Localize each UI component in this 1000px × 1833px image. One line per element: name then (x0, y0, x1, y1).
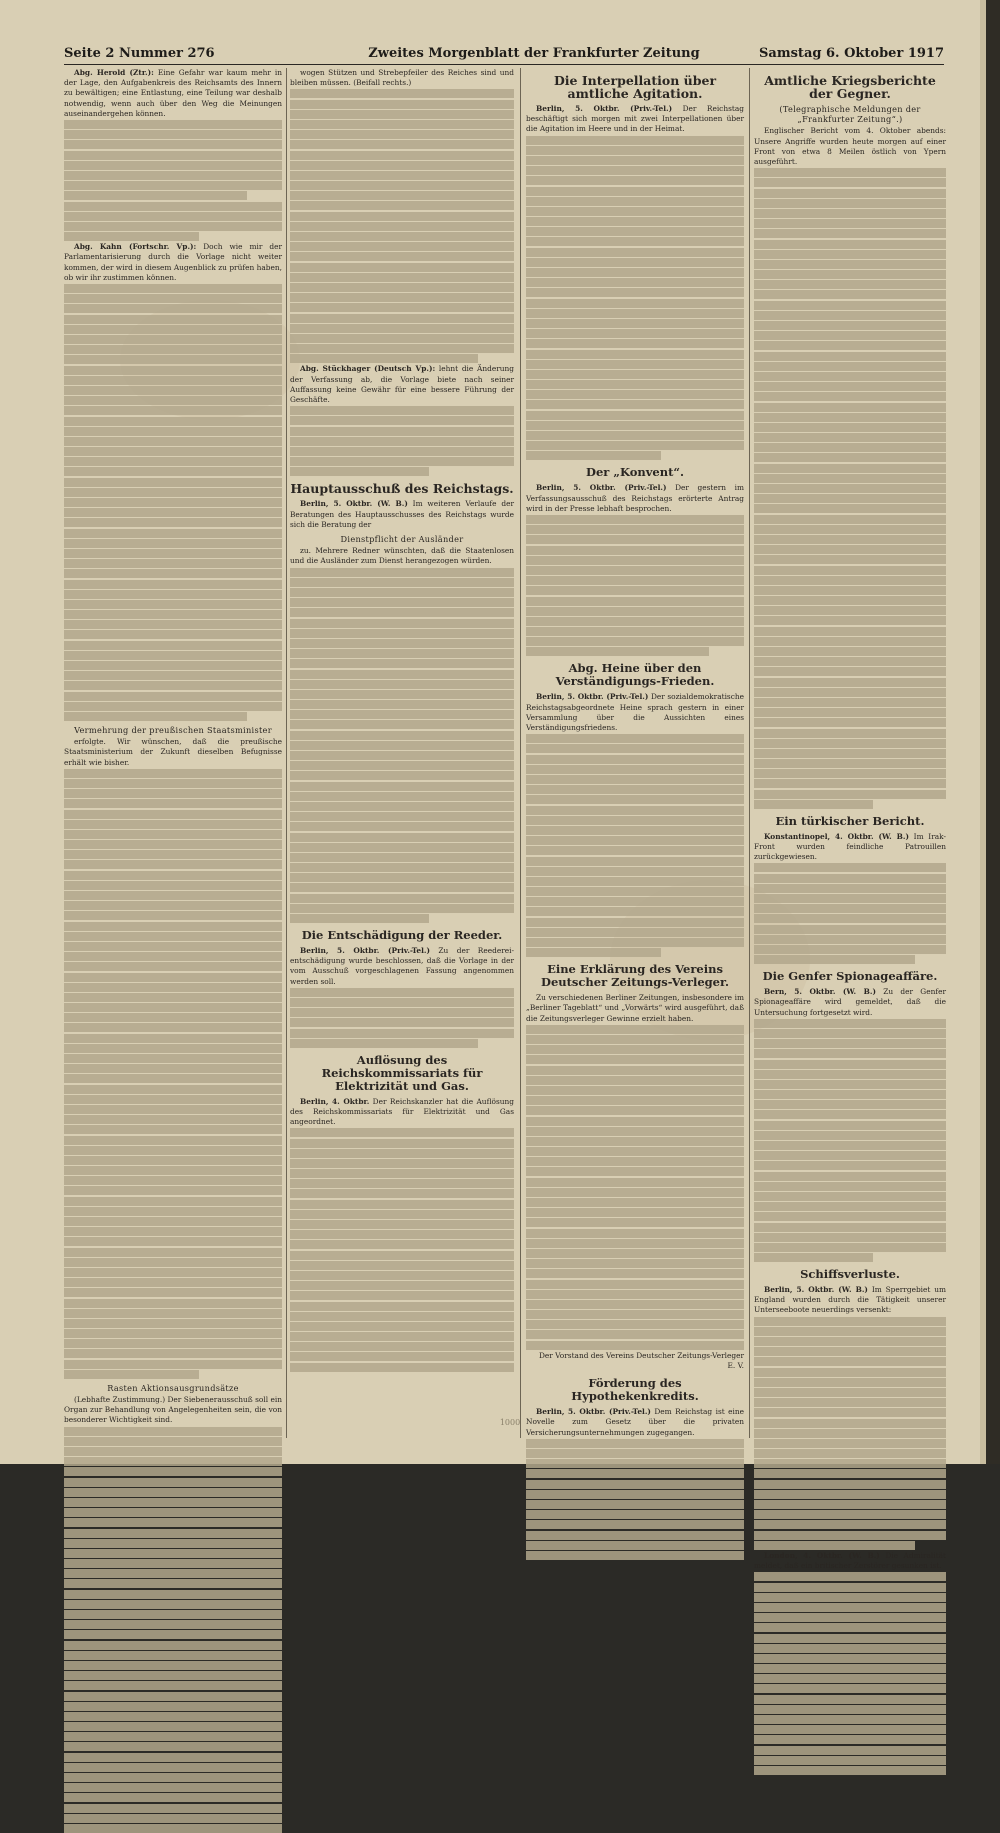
paragraph-text: erfolgte. Wir wünschen, daß die preußische Staatsministerium der Zukunft dieselben Befugnisse erhält wie bisher. (64, 737, 282, 767)
article-paragraph (754, 1285, 946, 1316)
dateline: London, 4. Oktbr. (W. B.) (764, 1550, 880, 1560)
column-2 (290, 68, 514, 1438)
dateline: Berlin, 5. Oktbr. (Priv.-Tel.) (536, 104, 673, 113)
paragraph-text: Der Reichskanzler hat die Auflösung des Reichskommissariats für Elektrizität und Gas angeordnet. (290, 1096, 514, 1127)
article-headline: Hauptausschuß des Reichstags. (290, 481, 514, 497)
article-paragraph (754, 987, 946, 1018)
paragraph-text: Die Admiralität meldet, daß ein britischer Zerstörer gesunken ist. (754, 1550, 947, 1571)
article-paragraph (64, 242, 282, 283)
article-paragraph (290, 946, 514, 987)
article-headline: Die Interpellation über amtliche Agitation. (553, 73, 717, 101)
speaker-name: Abg. Herold (Ztr.): (74, 68, 154, 77)
article-headline: Schiffsverluste. (800, 1267, 900, 1282)
dateline: Berlin, 5. Oktbr. (Priv.-Tel.) (300, 946, 430, 955)
paragraph-text: Dem Reichstag ist eine Novelle zum Gesetz über die privaten Versicherungsunternehmungen zugegangen. (526, 1407, 744, 1437)
dateline: Konstantinopel, 4. Oktbr. (W. B.) (764, 831, 909, 841)
column-3 (526, 68, 744, 1438)
archive-stamp: 1000 (499, 1418, 521, 1427)
dateline: Berlin, 4. Oktbr. (300, 1096, 370, 1106)
section-subheading: Dienstpflicht der Ausländer (340, 534, 464, 545)
paragraph-text: (Lebhafte Zustimmung.) Der Siebenerausschuß soll ein Organ zur Behandlung von Angelegenheiten sein, die von besonderer Wichtigkeit sind. (64, 1395, 282, 1425)
issue-date: Samstag 6. Oktober 1917 (759, 46, 944, 61)
dateline: Berlin, 5. Oktbr. (Priv.-Tel.) (536, 483, 667, 493)
article-headline: Der „Konvent“. (585, 465, 685, 480)
article-paragraph (290, 499, 514, 530)
paragraph-text: lehnt die Änderung der Verfassung ab, die Vorlage biete nach seiner Auffassung keine Gewähr für eine bessere Führung der Geschäfte. (290, 364, 514, 405)
article-paragraph (526, 692, 744, 733)
article-headline: Eine Erklärung des Vereins Deutscher Zeitungs-Verleger. (540, 962, 730, 990)
paragraph-text: Zu der Reederei-entschädigung wurde beschlossen, daß die Vorlage in der vom Ausschuß vorgeschlagenen Fassung angenommen werden soll. (290, 946, 514, 986)
column-1 (64, 68, 282, 1438)
section-subheading: Vermehrung der preußischen Staatsminister (74, 724, 272, 735)
article-paragraph (290, 1097, 514, 1128)
header-divider (64, 64, 944, 65)
signature-line: Der Vorstand des Vereins Deutscher Zeitungs-Verleger E. V. (538, 1350, 744, 1371)
paragraph-text: Der gestern im Verfassungsausschuß des Reichstags erörterte Antrag wird in der Presse lebhaft besprochen. (526, 483, 745, 513)
article-headline: Ein türkischer Bericht. (775, 813, 925, 828)
article-headline: Förderung des Hypothekenkredits. (571, 1376, 699, 1404)
paragraph-text: Der sozialdemokratische Reichstagsabgeordnete Heine sprach gestern in einer Versammlung über die Aussichten eines Verständigungsfriedens. (526, 692, 744, 733)
article-paragraph (64, 68, 282, 119)
article-headline: Die Genfer Spionageaffäre. (762, 969, 938, 984)
article-paragraph (754, 1551, 946, 1571)
paragraph-text: zu. Mehrere Redner wünschten, daß die Staatenlosen und die Ausländer zum Dienst herangezogen würden. (290, 546, 514, 566)
section-subheading: Rasten Aktionsausgrundsätze (107, 1382, 239, 1393)
article-headline: Die Entschädigung der Reeder. (301, 928, 503, 942)
article-headline: Auflösung des Reichskommissariats für Elektrizität und Gas. (321, 1052, 483, 1093)
dateline: Berlin, 5. Oktbr. (Priv.-Tel.) (536, 692, 649, 702)
page-number-label: Seite 2 Nummer 276 (64, 46, 215, 61)
article-paragraph (526, 104, 744, 135)
paragraph-text: Im Irak-Front wurden feindliche Patrouillen zurückgewiesen. (754, 831, 946, 862)
section-subheading: (Telegraphische Meldungen der „Frankfurter Zeitung“.) (779, 104, 921, 125)
speaker-name: Abg. Stückhager (Deutsch Vp.): (300, 364, 436, 374)
article-paragraph (526, 483, 744, 514)
column-4 (754, 68, 947, 1571)
column-divider (749, 68, 750, 1438)
paragraph-text: Der Reichstag beschäftigt sich morgen mit zwei Interpellationen über die Agitation im Heere und in der Heimat. (526, 104, 744, 134)
paragraph-text: Eine Gefahr war kaum mehr in der Lage, den Aufgabenkreis des Reichsamts des Innern zu bewältigen; eine Entlastung, eine Teilung war deshalb notwendig, wenn auch über den Weg die Meinungen auseinandergehen können. (64, 68, 283, 118)
paragraph-text: Doch wie mir der Parlamentarisierung durch die Vorlage nicht weiter kommen, der wird in diesem Augenblick zu prüfen haben, ob wir ihr zustimmen können. (64, 242, 282, 282)
page-header (64, 46, 944, 64)
speaker-name: Abg. Kahn (Fortschr. Vp.): (74, 242, 197, 252)
dateline: Berlin, 5. Oktbr. (W. B.) (764, 1285, 868, 1295)
paragraph-text: Im Sperrgebiet um England wurden durch die Tätigkeit unserer Unterseeboote neuerdings versenkt: (754, 1285, 947, 1315)
article-headline: Abg. Heine über den Verständigungs-Frieden. (555, 661, 715, 689)
column-divider (520, 68, 521, 1438)
column-divider (286, 68, 287, 1438)
article-paragraph (526, 1407, 744, 1438)
article-headline: Amtliche Kriegsberichte der Gegner. (764, 73, 936, 101)
article-paragraph (754, 832, 946, 863)
paragraph-text: Zu verschiedenen Berliner Zeitungen, insbesondere im „Berliner Tageblatt“ und „Vorwärts“ wird ausgeführt, daß die Zeitungsverleger Gewinne erzielt haben. (526, 993, 744, 1023)
dateline: Berlin, 5. Oktbr. (Priv.-Tel.) (536, 1407, 651, 1417)
paragraph-text: Englischer Bericht vom 4. Oktober abends: Unsere Angriffe wurden heute morgen auf einer Front von etwa 8 Meilen östlich von Ypern ausgeführt. (754, 126, 946, 167)
scan-gutter (986, 0, 1000, 1464)
paragraph-text: Im weiteren Verlaufe der Beratungen des Hauptausschusses des Reichstags wurde sich die Beratung der (290, 499, 514, 529)
paragraph-text: Zu der Genfer Spionageaffäre wird gemeldet, daß die Untersuchung fortgesetzt wird. (754, 987, 946, 1017)
article-paragraph (290, 364, 514, 405)
masthead-title: Zweites Morgenblatt der Frankfurter Zeitung (368, 46, 700, 61)
dateline: Bern, 5. Oktbr. (W. B.) (764, 987, 876, 997)
dateline: Berlin, 5. Oktbr. (W. B.) (300, 499, 408, 509)
paragraph-text: wogen Stützen und Strebepfeiler des Reiches sind und bleiben müssen. (Beifall rechts.) (290, 68, 514, 88)
